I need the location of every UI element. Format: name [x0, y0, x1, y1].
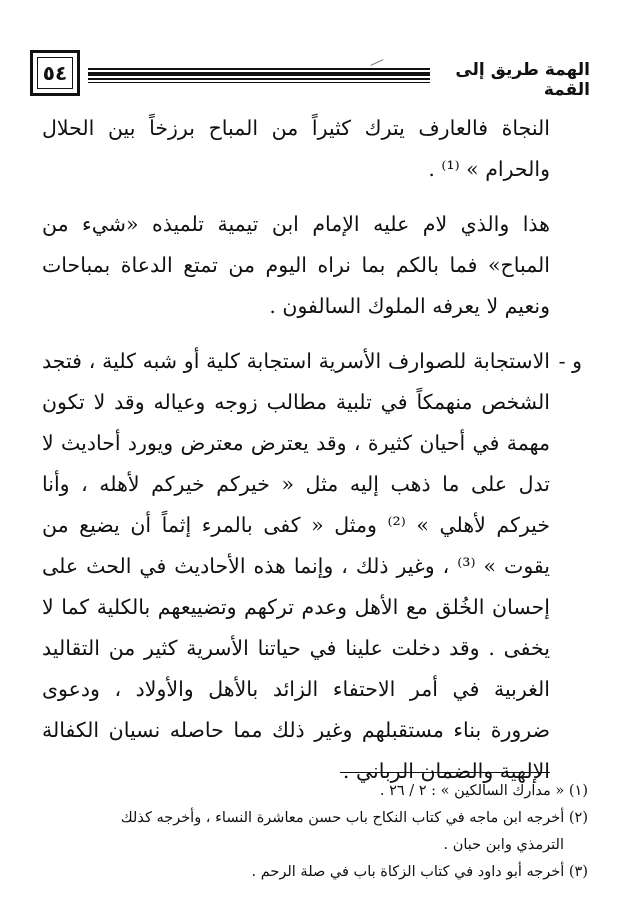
footnote-1: (١) « مدارك السالكين » : ٢ / ٢٦ . — [379, 783, 588, 799]
paragraph-3: الاستجابة للصوارف الأسرية استجابة كلية أو شبه كلية ، فتجد الشخص منهمكاً في تلبية مطالب زوجه وعياله وقد لا تكون مهمة في أحيان كثيرة ، وقد يعترض معترض ويورد أحاديث لا تدل على ما ذهب إليه مثل « خيركم خيركم لأهله ، وأنا خيركم لأهلي » ⁽²⁾ ومثل « كفى بالمرء إثماً أن يضيع من يقوت » ⁽³⁾ ، وغير ذلك ، وإنما هذه الأحاديث في الحث على إحسان الخُلق مع الأهل وعدم تركهم وتضييعهم بالكلية كما لا يخفى . وقد دخلت علينا في حياتنا الأسرية كثير من التقاليد الغربية في أمر الاحتفاء الزائد بالأهل والأولاد ، ودعوى ضرورة بناء مستقبلهم وغير ذلك مما حاصله نسيان الكفالة الإلهية والضمان الرباني . — [42, 349, 551, 783]
page-number — [30, 50, 80, 96]
page-number-text: ٥٤ — [42, 61, 68, 85]
page-header — [30, 50, 590, 100]
running-title: الهمة طريق إلى القمة — [455, 60, 590, 100]
header-rule — [88, 68, 430, 82]
paragraph-2: هذا والذي لام عليه الإمام ابن تيمية تلميذه «شيء من المباح» فما بالكم بما نراه اليوم من تمتع الدعاة بمباحات ونعيم لا يعرفه الملوك السالفون . — [42, 212, 550, 318]
item-marker: و - — [558, 349, 582, 373]
footnote-2 — [42, 805, 588, 859]
footnote-divider — [340, 772, 550, 773]
footnote-2-line-1: (٢) أخرجه ابن ماجه في كتاب النكاح باب حسن معاشرة النساء ، وأخرجه كذلك — [120, 810, 588, 826]
footnote-3: (٣) أخرجه أبو داود في كتاب الزكاة باب في صلة الرحم . — [251, 864, 588, 880]
footnote-2-line-2: الترمذي وابن حبان . — [443, 837, 564, 853]
footnotes — [42, 778, 588, 886]
paragraph-1: النجاة فالعارف يترك كثيراً من المباح برزخاً بين الحلال والحرام » ⁽¹⁾ . — [42, 116, 550, 181]
